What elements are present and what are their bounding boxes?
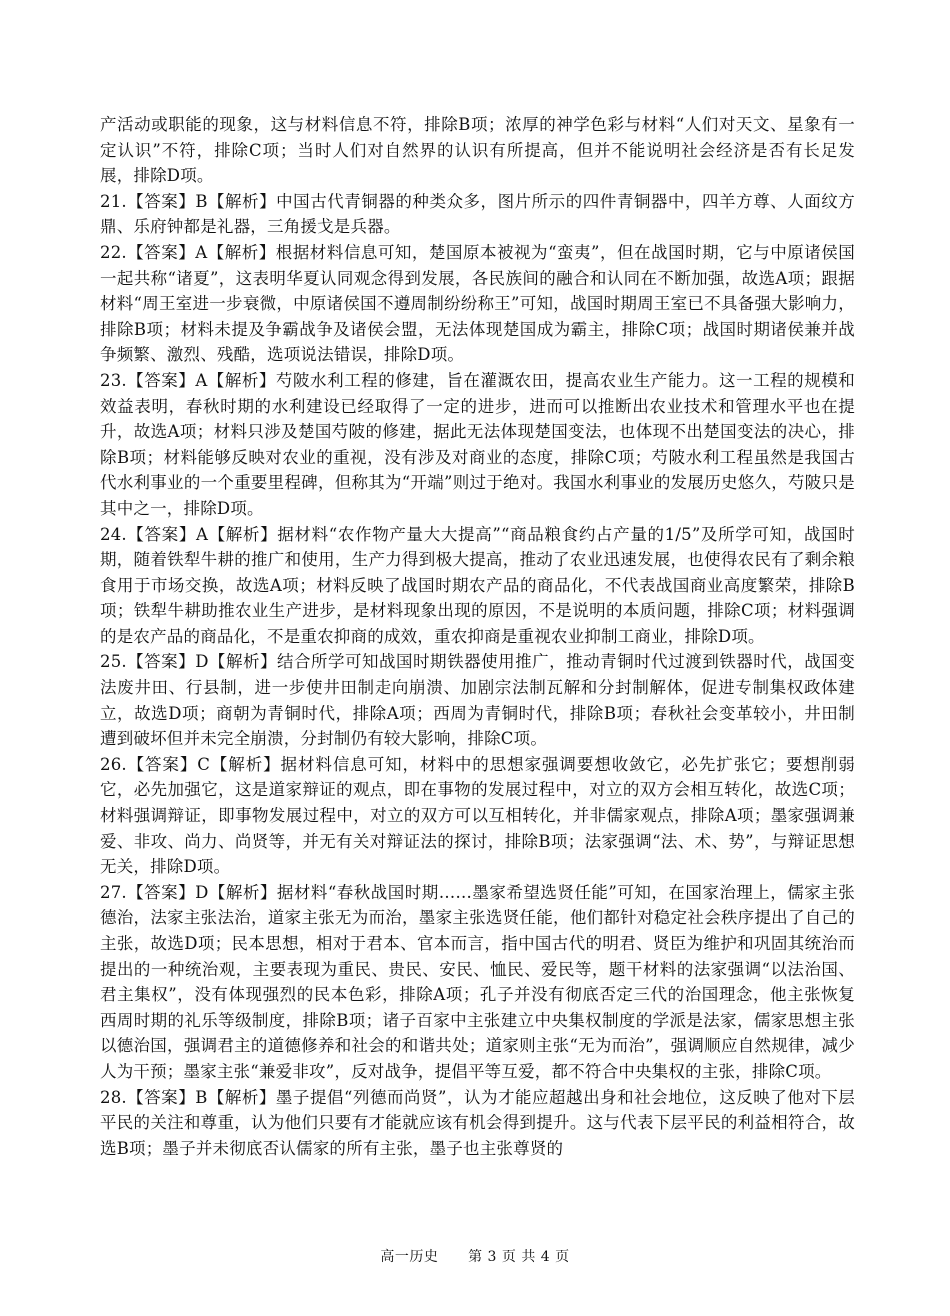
answer-23: 23.【答案】A【解析】芍陂水利工程的修建，旨在灌溉农田，提高农业生产能力。这一工程的规模和效益表明，春秋时期的水利建设已经取得了一定的进步，进而可以推断出农业技术和管理水平也在提升，故选A项；材料只涉及楚国芍陂的修建，据此无法体现楚国变法，也体现不出楚国变法的决心，排除B项；材料能够反映对农业的重视，没有涉及对商业的态度，排除C项；芍陂水利工程虽然是我国古代水利事业的一个重要里程碑，但称其为“开端”则过于绝对。我国水利事业的发展历史悠久，芍陂只是其中之一，排除D项。 — [100, 370, 855, 518]
document-body — [100, 112, 855, 1161]
answer-26: 26.【答案】C【解析】据材料信息可知，材料中的思想家强调要想收敛它，必先扩张它；要想削弱它，必先加强它，这是道家辩证的观点，即在事物的发展过程中，对立的双方会相互转化，故选C项；材料强调辩证，即事物发展过程中，对立的双方可以互相转化，并非儒家观点，排除A项；墨家强调兼爱、非攻、尚力、尚贤等，并无有关对辩证法的探讨，排除B项；法家强调“法、术、势”，与辩证思想无关，排除D项。 — [100, 754, 855, 877]
answer-25: 25.【答案】D【解析】结合所学可知战国时期铁器使用推广，推动青铜时代过渡到铁器时代，战国变法废井田、行县制，进一步使井田制走向崩溃、加剧宗法制瓦解和分封制解体，促进专制集权政体建立，故选D项；商朝为青铜时代，排除A项；西周为青铜时代，排除B项；春秋社会变革较小，井田制遭到破坏但并未完全崩溃，分封制仍有较大影响，排除C项。 — [100, 652, 855, 749]
answer-22: 22.【答案】A【解析】根据材料信息可知，楚国原本被视为“蛮夷”，但在战国时期，它与中原诸侯国一起共称“诸夏”，这表明华夏认同观念得到发展，各民族间的融合和认同在不断加强，故选A项；跟据材料“周王室进一步衰微，中原诸侯国不遵周制纷纷称王”可知，战国时期周王室已不具备强大影响力，排除B项；材料未提及争霸战争及诸侯会盟，无法体现楚国成为霸主，排除C项；战国时期诸侯兼并战争频繁、激烈、残酷，选项说法错误，排除D项。 — [100, 242, 855, 365]
answer-28: 28.【答案】B【解析】墨子提倡“列德而尚贤”，认为才能应超越出身和社会地位，这反映了他对下层平民的关注和尊重，认为他们只要有才能就应该有机会得到提升。这与代表下层平民的利益相符合，故选B项；墨子并未彻底否认儒家的所有主张，墨子也主张尊贤的 — [100, 1087, 855, 1158]
answer-24: 24.【答案】A【解析】据材料“农作物产量大大提高”“商品粮食约占产量的1/5”及所学可知，战国时期，随着铁犁牛耕的推广和使用，生产力得到极大提高，推动了农业迅速发展，也使得农民有了剩余粮食用于市场交换，故选A项；材料反映了战国时期农产品的商品化，不代表战国商业高度繁荣，排除B项；铁犁牛耕助推农业生产进步，是材料现象出现的原因，不是说明的本质问题，排除C项；材料强调的是农产品的商品化，不是重农抑商的成效，重农抑商是重视农业抑制工商业，排除D项。 — [100, 524, 855, 646]
paragraph-continuation: 产活动或职能的现象，这与材料信息不符，排除B项；浓厚的神学色彩与材料“人们对天文、星象有一定认识”不符，排除C项；当时人们对自然界的认识有所提高，但并不能说明社会经济是否有长足发展，排除D项。 — [100, 115, 855, 186]
page-footer — [0, 1247, 950, 1267]
answer-21: 21.【答案】B【解析】中国古代青铜器的种类众多，图片所示的四件青铜器中，四羊方尊、人面纹方鼎、乐府钟都是礼器，三角援戈是兵器。 — [100, 191, 855, 237]
footer-subject: 高一历史 — [380, 1249, 439, 1265]
answer-27: 27.【答案】D【解析】据材料“春秋战国时期……墨家希望选贤任能”可知，在国家治理上，儒家主张德治，法家主张法治，道家主张无为而治，墨家主张选贤任能，他们都针对稳定社会秩序提出了自己的主张，故选D项；民本思想，相对于君本、官本而言，指中国古代的明君、贤臣为维护和巩固其统治而提出的一种统治观，主要表现为重民、贵民、安民、恤民、爱民等，题干材料的法家强调“以法治国、君主集权”，没有体现强烈的民本色彩，排除A项；孔子并没有彻底否定三代的治国理念，他主张恢复西周时期的礼乐等级制度，排除B项；诸子百家中主张建立中央集权制度的学派是法家，儒家思想主张以德治国，强调君主的道德修养和社会的和谐共处；道家则主张“无为而治”，强调顺应自然规律，减少人为干预；墨家主张“兼爱非攻”，反对战争，提倡平等互爱，都不符合中央集权的主张，排除C项。 — [100, 882, 855, 1081]
footer-gap — [438, 1249, 468, 1265]
footer-page-number: 第 3 页 共 4 页 — [468, 1249, 570, 1265]
